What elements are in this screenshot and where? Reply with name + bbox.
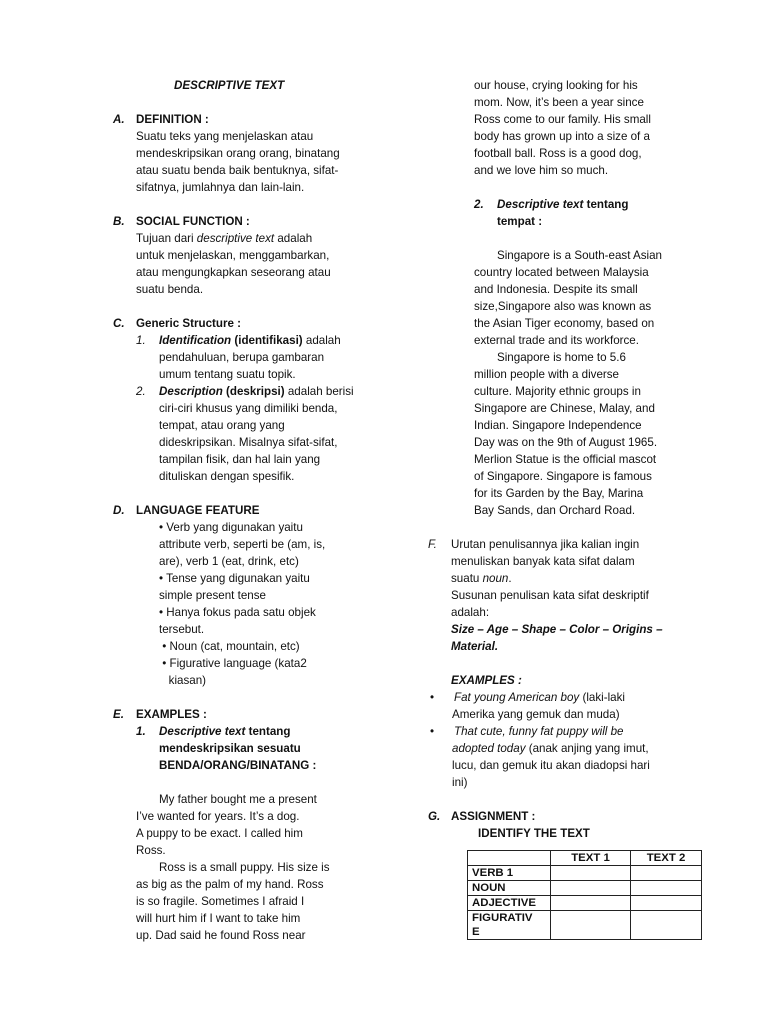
table-header-text2: TEXT 2 — [631, 851, 702, 866]
page-title: DESCRIPTIVE TEXT — [174, 79, 285, 92]
section-f: F. Urutan penulisannya jika kalian ingin menuliskan banyak kata sifat dalam suatu noun. Susunan penulisan kata sifat deskriptif adalah: Size – Age – Shape – Color – Origins – Material. EXAMPLES : • Fat young American boy (laki-laki Amerika yang gemuk dan muda) • That cute, funny fat puppy will be adopted today (anak anjing yang imut, lucu, dan gemuk itu akan diadopsi hari ini) G. ASSIGNMENT : IDENTIFY THE TEXT — [428, 536, 708, 842]
section-c-heading: C. Generic Structure : — [113, 317, 242, 330]
table-header-text1: TEXT 1 — [551, 851, 631, 866]
section-g-subheading: IDENTIFY THE TEXT — [478, 827, 590, 840]
table-row: ADJECTIVE — [468, 896, 702, 911]
section-g-heading: G. ASSIGNMENT : — [428, 810, 536, 823]
section-d-heading: D. LANGUAGE FEATURE — [113, 504, 260, 517]
section-a-heading: A. DEFINITION : — [113, 113, 209, 126]
example-1: • Fat young American boy (laki-laki — [430, 691, 625, 704]
section-b-heading: B. SOCIAL FUNCTION : — [113, 215, 250, 228]
section-e-body: 1. Descriptive text tentang mendeskripsikan sesuatu BENDA/ORANG/BINATANG : My father bought me a present I’ve wanted for years. It’s a dog. A puppy to be exact. I called him Ross. Ross is a small puppy. His size is as big as the palm of my hand. Ross is so fragile. Sometimes I afraid I will hurt him if I want to take him up. Dad said he found Ross near — [136, 725, 330, 942]
story-continued: our house, crying looking for his mom. Now, it’s been a year since Ross come to our family. His small body has grown up into a size of a football ball. Ross is a good dog, and we love him so much. 2. Descriptive text tentang tempat : Singapore is a South-east Asian country located between Malaysia and Indonesia. Despite its small size,Singapore also was known as the Asian Tiger economy, based on external trade and its workforce. Singapore is home to 5.6 million people with a diverse culture. Majority ethnic groups in Singapore are Chinese, Malay, and Indian. Singapore Independence Day was on the 9th of August 1965. Merlion Statue is the official mascot of Singapore. Singapore is famous for its Garden by the Bay, Marina Bay Sands, dan Orchard Road. — [428, 77, 708, 519]
table-row: FIGURATIV E — [468, 911, 702, 940]
table-row: NOUN — [468, 881, 702, 896]
table-row: VERB 1 — [468, 866, 702, 881]
assignment-table — [467, 850, 702, 940]
example-2: • That cute, funny fat puppy will be — [430, 725, 624, 738]
section-c-body: 1. Identification (identifikasi) adalah pendahuluan, berupa gambaran umum tentang suatu topik. 2. Description (deskripsi) adalah berisi ciri-ciri khusus yang dimiliki benda, tempat, atau orang yang dideskripsikan. Misalnya sifat-sifat, tampilan fisik, dan hal lain yang dituliskan dengan spesifik. — [136, 334, 354, 483]
examples-heading: EXAMPLES : — [451, 674, 522, 687]
section-e-heading: E. EXAMPLES : — [113, 708, 207, 721]
sub-heading-place: 2. Descriptive text tentang — [474, 198, 629, 211]
section-d-body: • Verb yang digunakan yaitu attribute verb, seperti be (am, is, are), verb 1 (eat, drink, etc) • Tense yang digunakan yaitu simple present tense • Hanya fokus pada satu objek tersebut. • Noun (cat, mountain, etc) • Figurative language (kata2 kiasan) — [159, 521, 326, 687]
right-column — [428, 77, 708, 842]
left-column — [113, 77, 373, 944]
section-b-body: Tujuan dari descriptive text adalah untuk menjelaskan, menggambarkan, atau mengungkapkan seseorang atau suatu benda. — [136, 232, 331, 296]
table-header-row — [468, 851, 702, 866]
section-a-body: Suatu teks yang menjelaskan atau mendeskripsikan orang orang, binatang atau suatu benda baik bentuknya, sifat- sifatnya, jumlahnya dan lain-lain. — [136, 130, 340, 194]
